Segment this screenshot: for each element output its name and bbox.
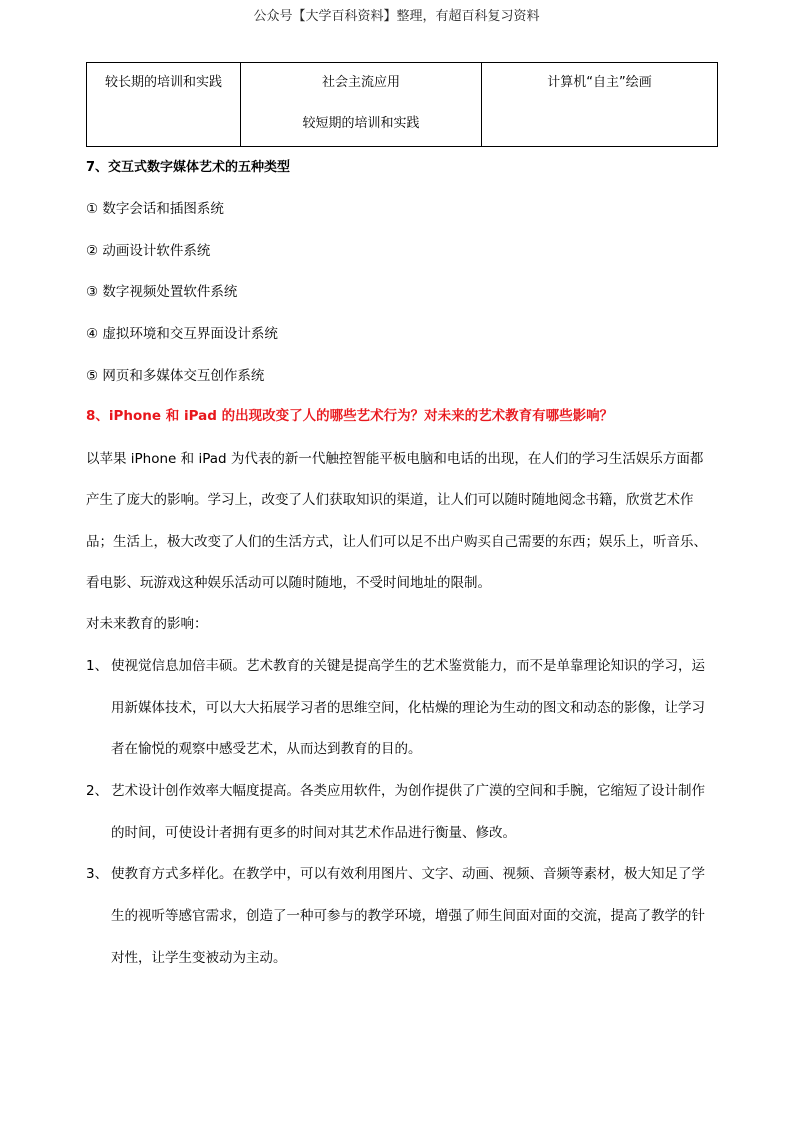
list-item: ③ 数字视频处置软件系统	[86, 284, 238, 300]
table-row	[87, 63, 718, 147]
table-cell-text: 较短期的培训和实践	[302, 116, 420, 131]
table-cell-text: 社会主流应用	[321, 75, 400, 90]
list-item: ⑤ 网页和多媒体交互创作系统	[86, 368, 265, 384]
point-line: 对性，让学生变被动为主动。	[111, 950, 287, 966]
comparison-table	[86, 62, 718, 147]
point-line: 用新媒体技术，可以大大拓展学习者的思维空间，化枯燥的理论为生动的图文和动态的影像，让学习	[111, 700, 705, 716]
point-line: 的时间，可使设计者拥有更多的时间对其艺术作品进行衡量、修改。	[111, 825, 516, 841]
impact-label: 对未来教育的影响：	[86, 616, 208, 632]
point-line: 艺术设计创作效率大幅度提高。各类应用软件，为创作提供了广漠的空间和手腕，它缩短了设计制作	[111, 783, 705, 799]
paragraph-line: 看电影、玩游戏这种娱乐活动可以随时随地，不受时间地址的限制。	[86, 575, 491, 591]
point-line: 使教育方式多样化。在教学中，可以有效利用图片、文字、动画、视频、音频等素材，极大知足了学	[111, 866, 705, 882]
table-cell-col1	[87, 63, 241, 147]
point-number: 1、	[86, 658, 109, 674]
section-7-heading: 7、交互式数字媒体艺术的五种类型	[86, 160, 291, 175]
table-cell-text: 较长期的培训和实践	[104, 75, 222, 90]
table-cell-text: 计算机“自主”绘画	[547, 75, 652, 90]
paragraph-line: 产生了庞大的影响。学习上，改变了人们获取知识的渠道，让人们可以随时随地阅念书籍，欣赏艺术作	[86, 492, 694, 508]
table-cell-col3	[482, 63, 718, 147]
list-item: ② 动画设计软件系统	[86, 243, 211, 259]
list-item: ④ 虚拟环境和交互界面设计系统	[86, 326, 278, 342]
paragraph-line: 品；生活上，极大改变了人们的生活方式，让人们可以足不出户购买自己需要的东西；娱乐上，听音乐、	[86, 534, 707, 550]
point-line: 生的视听等感官需求，创造了一种可参与的教学环境，增强了师生间面对面的交流，提高了教学的针	[111, 908, 705, 924]
point-number: 2、	[86, 783, 109, 799]
paragraph-line: 以苹果 iPhone 和 iPad 为代表的新一代触控智能平板电脑和电话的出现，在人们的学习生活娱乐方面都	[86, 451, 704, 467]
page-header: 公众号【大学百科资料】整理，有超百科复习资料	[253, 9, 540, 24]
section-8-heading: 8、iPhone 和 iPad 的出现改变了人的哪些艺术行为？对未来的艺术教育有哪些影响？	[86, 408, 614, 424]
point-number: 3、	[86, 866, 109, 882]
list-item: ① 数字会话和插图系统	[86, 201, 224, 217]
table-cell-col2	[241, 63, 482, 147]
point-line: 者在愉悦的观察中感受艺术，从而达到教育的目的。	[111, 741, 422, 757]
point-line: 使视觉信息加倍丰硕。艺术教育的关键是提高学生的艺术鉴赏能力，而不是单靠理论知识的学习，运	[111, 658, 705, 674]
